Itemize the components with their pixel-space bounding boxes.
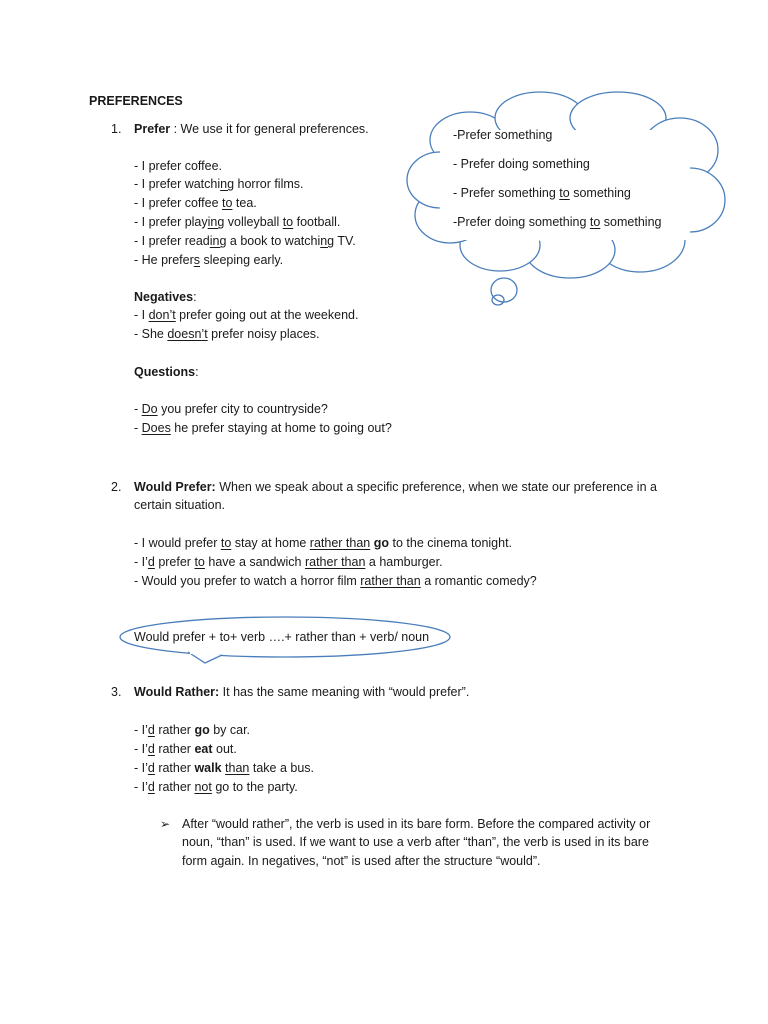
cloud-line-2: - Prefer doing something (453, 157, 590, 171)
section-2-intro-cont: certain situation. (134, 498, 226, 512)
section-2-number: 2. (111, 480, 122, 494)
cloud-line-4: -Prefer doing something to something (453, 215, 662, 229)
speech-bubble-text: Would prefer + to+ verb ….+ rather than + verb/ noun (134, 630, 430, 644)
example-1-2: - I prefer watching horror films. (134, 177, 304, 191)
note-line-1: After “would rather”, the verb is used in its bare form. Before the compared activity or (182, 817, 651, 831)
example-3-1: - I’d rather go by car. (134, 723, 251, 737)
section-3-number: 3. (111, 685, 122, 699)
questions-heading: Questions: (134, 365, 199, 379)
cloud-line-1: -Prefer something (453, 128, 553, 142)
question-example-1: - Do you prefer city to countryside? (134, 402, 328, 416)
note-line-2: noun, “than” is used. If we want to use a verb after “than”, the verb is used in its bare (182, 835, 649, 849)
example-1-5: - I prefer reading a book to watching TV. (134, 234, 356, 248)
negative-example-1: - I don’t prefer going out at the weekend. (134, 308, 359, 322)
cloud-line-3: - Prefer something to something (453, 186, 631, 200)
example-1-4: - I prefer playing volleyball to football. (134, 215, 341, 229)
section-1-intro: : We use it for general preferences. (170, 122, 369, 136)
arrow-bullet-icon: ➢ (160, 817, 171, 831)
note-line-3: form again. In negatives, “not” is used after the structure “would”. (182, 854, 541, 868)
negatives-heading: Negatives: (134, 290, 197, 304)
section-2-title: Would Prefer: (134, 480, 216, 494)
example-1-1: - I prefer coffee. (134, 159, 223, 173)
example-2-3: - Would you prefer to watch a horror film rather than a romantic comedy? (134, 574, 537, 588)
example-1-6: - He prefers sleeping early. (134, 253, 284, 267)
section-1-heading-line (134, 120, 369, 138)
example-2-2: - I’d prefer to have a sandwich rather than a hamburger. (134, 555, 443, 569)
section-1-title: Prefer (134, 122, 171, 136)
example-3-3: - I’d rather walk than take a bus. (134, 761, 315, 775)
section-2-heading-line: Would Prefer: When we speak about a specific preference, when we state our preference in a (134, 480, 657, 494)
section-3-title: Would Rather: (134, 685, 220, 699)
negative-example-2: - She doesn’t prefer noisy places. (134, 327, 320, 341)
section-1-number: 1. (111, 122, 122, 136)
example-3-4: - I’d rather not go to the party. (134, 780, 298, 794)
page-title: PREFERENCES (89, 94, 183, 108)
example-2-1: - I would prefer to stay at home rather than go to the cinema tonight. (134, 536, 513, 550)
question-example-2: - Does he prefer staying at home to going out? (134, 421, 392, 435)
section-3-heading-line: Would Rather: It has the same meaning with “would prefer”. (134, 685, 470, 699)
example-3-2: - I’d rather eat out. (134, 742, 237, 756)
example-1-3: - I prefer coffee to tea. (134, 196, 257, 210)
